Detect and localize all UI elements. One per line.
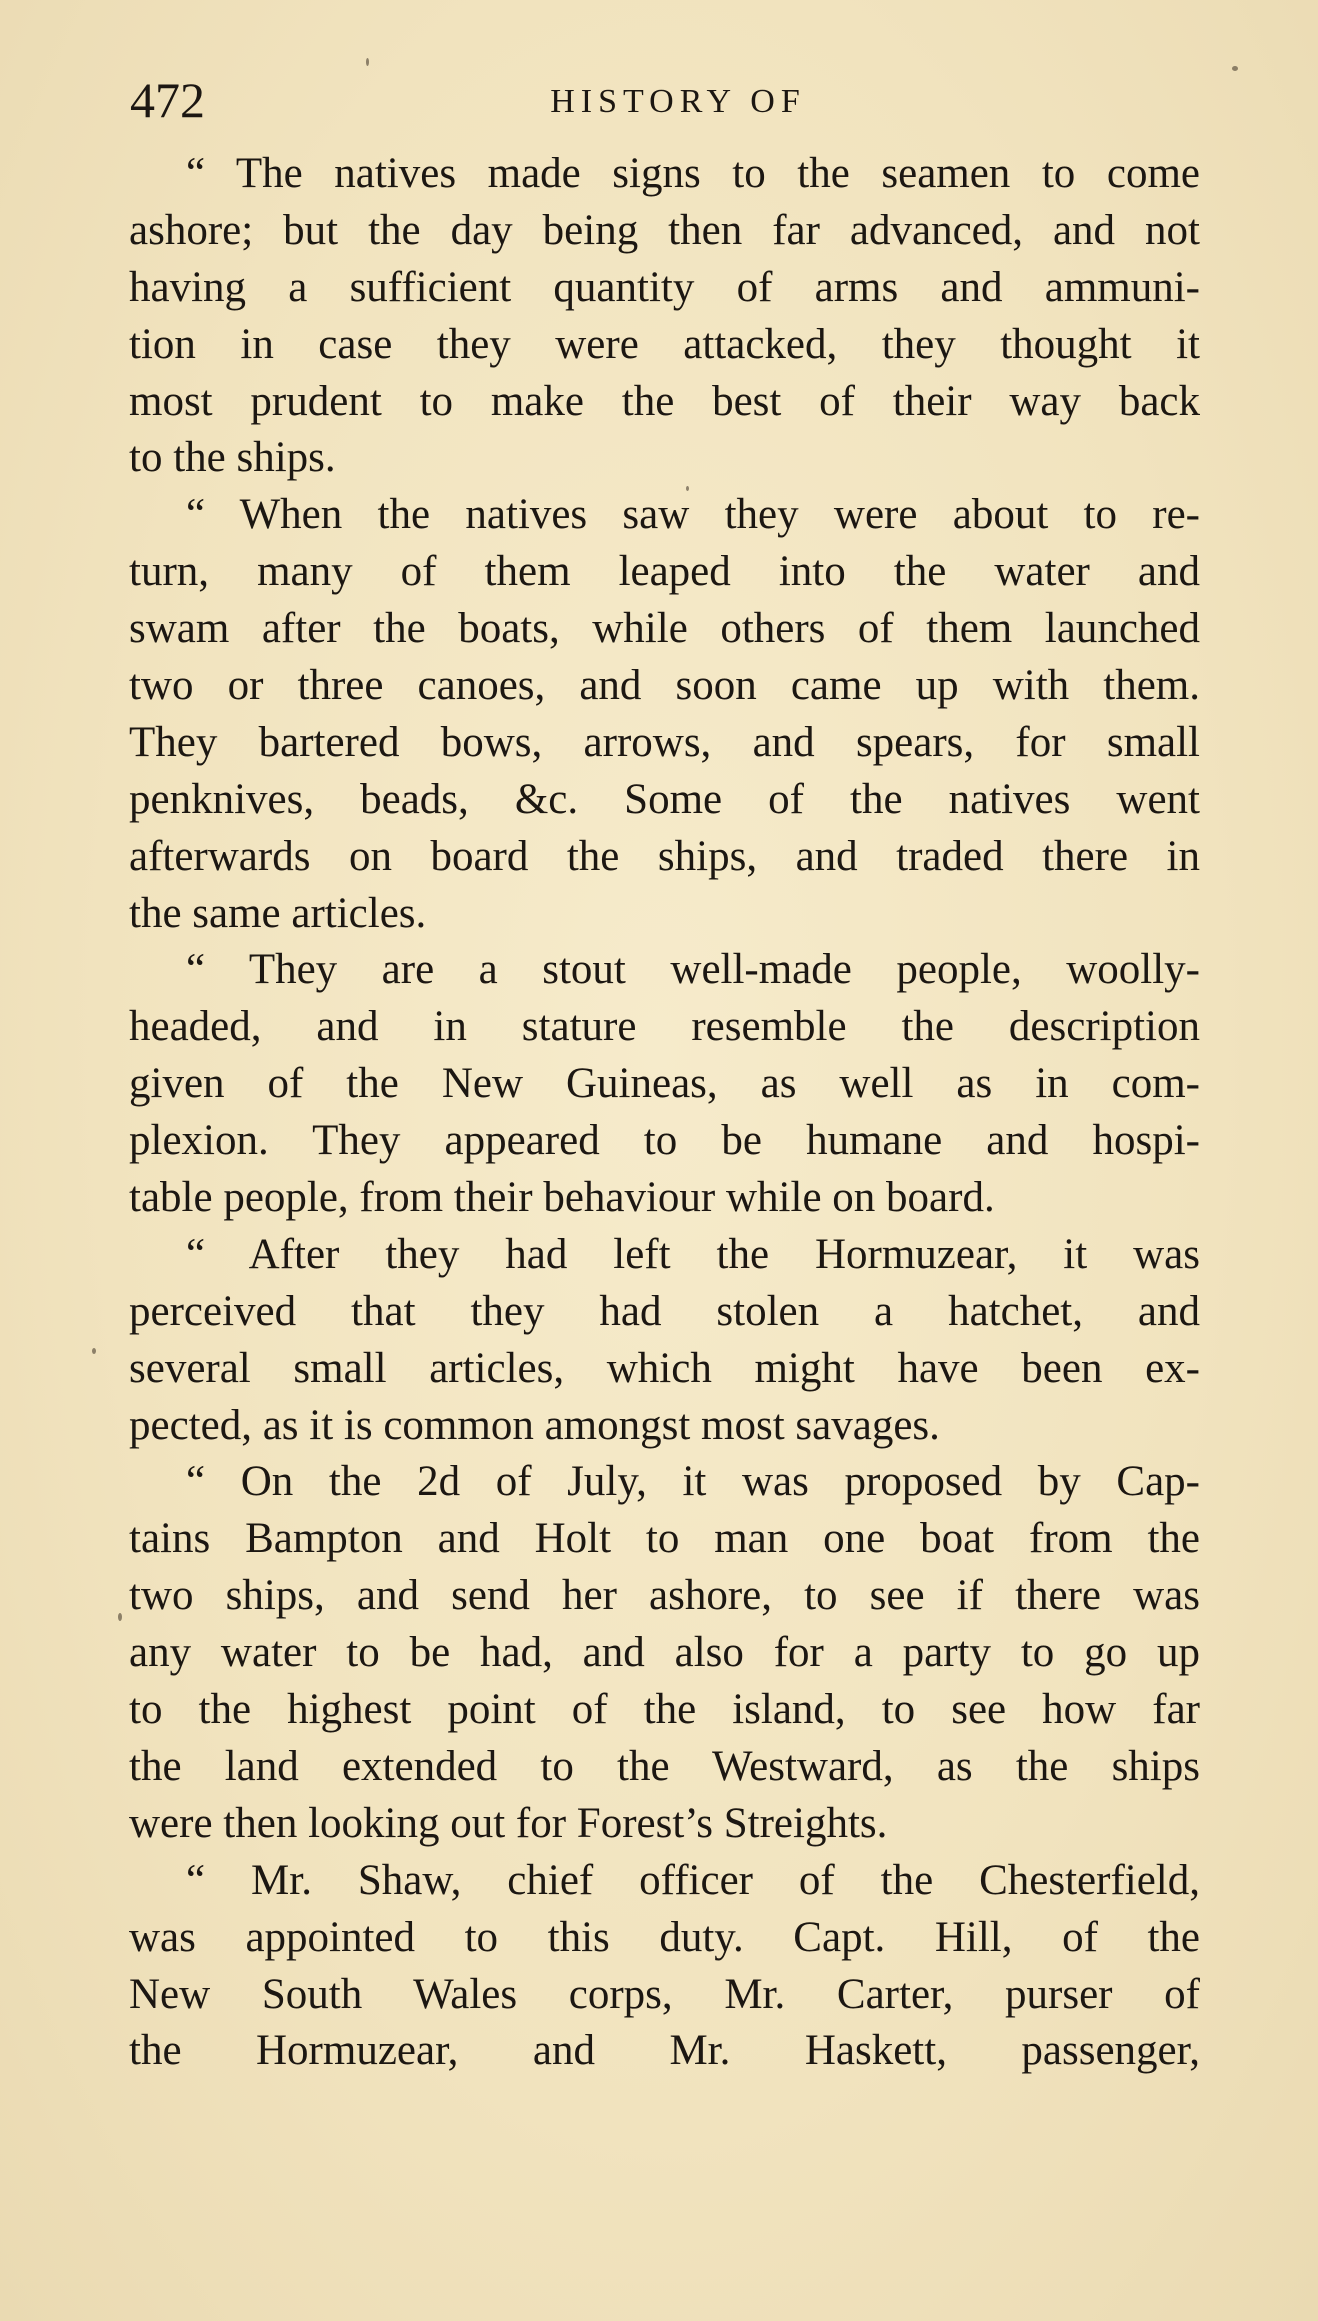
text-line: “ Mr. Shaw, chief officer of the Chesterfield, <box>186 1856 1200 1904</box>
paper-speck <box>1232 66 1238 71</box>
running-head <box>118 72 1198 128</box>
text-line: to the ships. <box>129 434 336 482</box>
text-line: any water to be had, and also for a party to go up <box>129 1629 1200 1677</box>
text-line: to the highest point of the island, to see how far <box>129 1686 1200 1734</box>
body-text <box>129 146 1200 2080</box>
text-line: perceived that they had stolen a hatchet, and <box>129 1287 1200 1335</box>
text-line: “ When the natives saw they were about to re- <box>186 491 1200 539</box>
text-line: tains Bampton and Holt to man one boat from the <box>129 1515 1200 1563</box>
text-line: several small articles, which might have been ex- <box>129 1344 1200 1392</box>
text-line: was appointed to this duty. Capt. Hill, of the <box>129 1913 1200 1961</box>
text-line: “ They are a stout well-made people, woolly- <box>186 946 1200 994</box>
text-line: the same articles. <box>129 889 427 937</box>
text-line: “ After they had left the Hormuzear, it was <box>186 1230 1200 1278</box>
text-line: ashore; but the day being then far advanced, and not <box>129 206 1200 254</box>
text-line: swam after the boats, while others of them launched <box>129 605 1200 653</box>
text-line: most prudent to make the best of their way back <box>129 377 1200 425</box>
paper-speck <box>92 1348 96 1354</box>
text-line: They bartered bows, arrows, and spears, for small <box>129 718 1200 766</box>
text-line: “ The natives made signs to the seamen to come <box>186 150 1200 197</box>
text-line: New South Wales corps, Mr. Carter, purser of <box>129 1970 1200 2018</box>
text-line: given of the New Guineas, as well as in com- <box>129 1060 1200 1108</box>
text-line: were then looking out for Forest’s Streights. <box>129 1799 888 1847</box>
text-line: plexion. They appeared to be humane and hospi- <box>129 1117 1200 1165</box>
text-line: tion in case they were attacked, they thought it <box>129 320 1200 368</box>
text-line: the Hormuzear, and Mr. Haskett, passenger, <box>129 2027 1200 2075</box>
paper-speck <box>366 58 369 66</box>
running-title: HISTORY OF <box>550 83 806 120</box>
text-line: penknives, beads, &c. Some of the natives went <box>129 775 1200 823</box>
text-line: the land extended to the Westward, as the ships <box>129 1742 1200 1790</box>
text-line: turn, many of them leaped into the water and <box>129 548 1200 596</box>
text-line: two or three canoes, and soon came up with them. <box>129 662 1200 710</box>
text-line: table people, from their behaviour while on board. <box>129 1174 995 1222</box>
text-line: afterwards on board the ships, and traded there in <box>129 832 1200 880</box>
text-line: headed, and in stature resemble the description <box>129 1003 1200 1051</box>
paper-speck <box>118 1613 122 1621</box>
page-number: 472 <box>130 72 205 128</box>
text-line: having a sufficient quantity of arms and ammuni- <box>129 263 1200 311</box>
text-line: pected, as it is common amongst most savages. <box>129 1401 940 1449</box>
text-line: “ On the 2d of July, it was proposed by Cap- <box>186 1458 1200 1506</box>
paper-speck <box>686 486 689 491</box>
text-line: two ships, and send her ashore, to see if there was <box>129 1572 1200 1620</box>
